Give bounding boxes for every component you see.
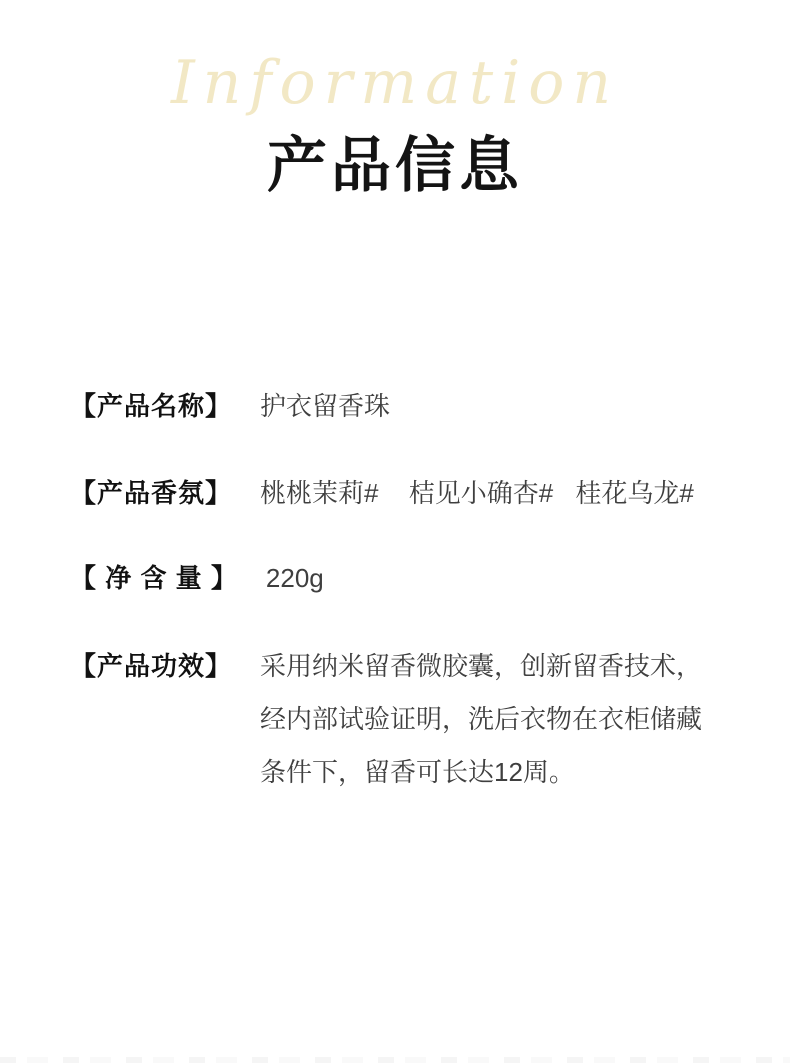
- decorative-script-text: Information: [170, 48, 620, 118]
- fragrance-value: [260, 477, 694, 509]
- net-weight-value: 220g: [265, 563, 324, 593]
- product-effect-line-2: 经内部试验证明，洗后衣物在衣柜储藏: [260, 704, 703, 734]
- fragrance-item-peach-jasmine: 桃桃茉莉#: [260, 478, 379, 508]
- info-row-product-name: [70, 390, 730, 422]
- fragrance-label: 【产品香氛】: [70, 478, 233, 508]
- next-section-text-peek: [0, 1057, 790, 1063]
- net-weight-label: 【 净 含 量 】: [70, 563, 238, 593]
- info-row-fragrance: [70, 477, 730, 509]
- product-effect-line-3: 条件下，留香可长达12周。: [260, 757, 575, 787]
- product-name-label: 【产品名称】: [70, 391, 233, 421]
- product-effect-line-1: 采用纳米留香微胶囊，创新留香技术，: [260, 651, 703, 681]
- fragrance-item-osmanthus-oolong: 桂花乌龙#: [575, 478, 694, 508]
- product-effect-label: 【产品功效】: [70, 651, 233, 681]
- info-row-net-weight: [70, 562, 730, 594]
- section-header: [0, 0, 790, 230]
- product-name-value: 护衣留香珠: [260, 391, 391, 421]
- page-title: 产品信息: [267, 132, 523, 199]
- product-effect-value: [260, 650, 702, 788]
- fragrance-item-tangerine-apricot: 桔见小确杏#: [408, 478, 554, 508]
- info-row-product-effect: [70, 650, 730, 788]
